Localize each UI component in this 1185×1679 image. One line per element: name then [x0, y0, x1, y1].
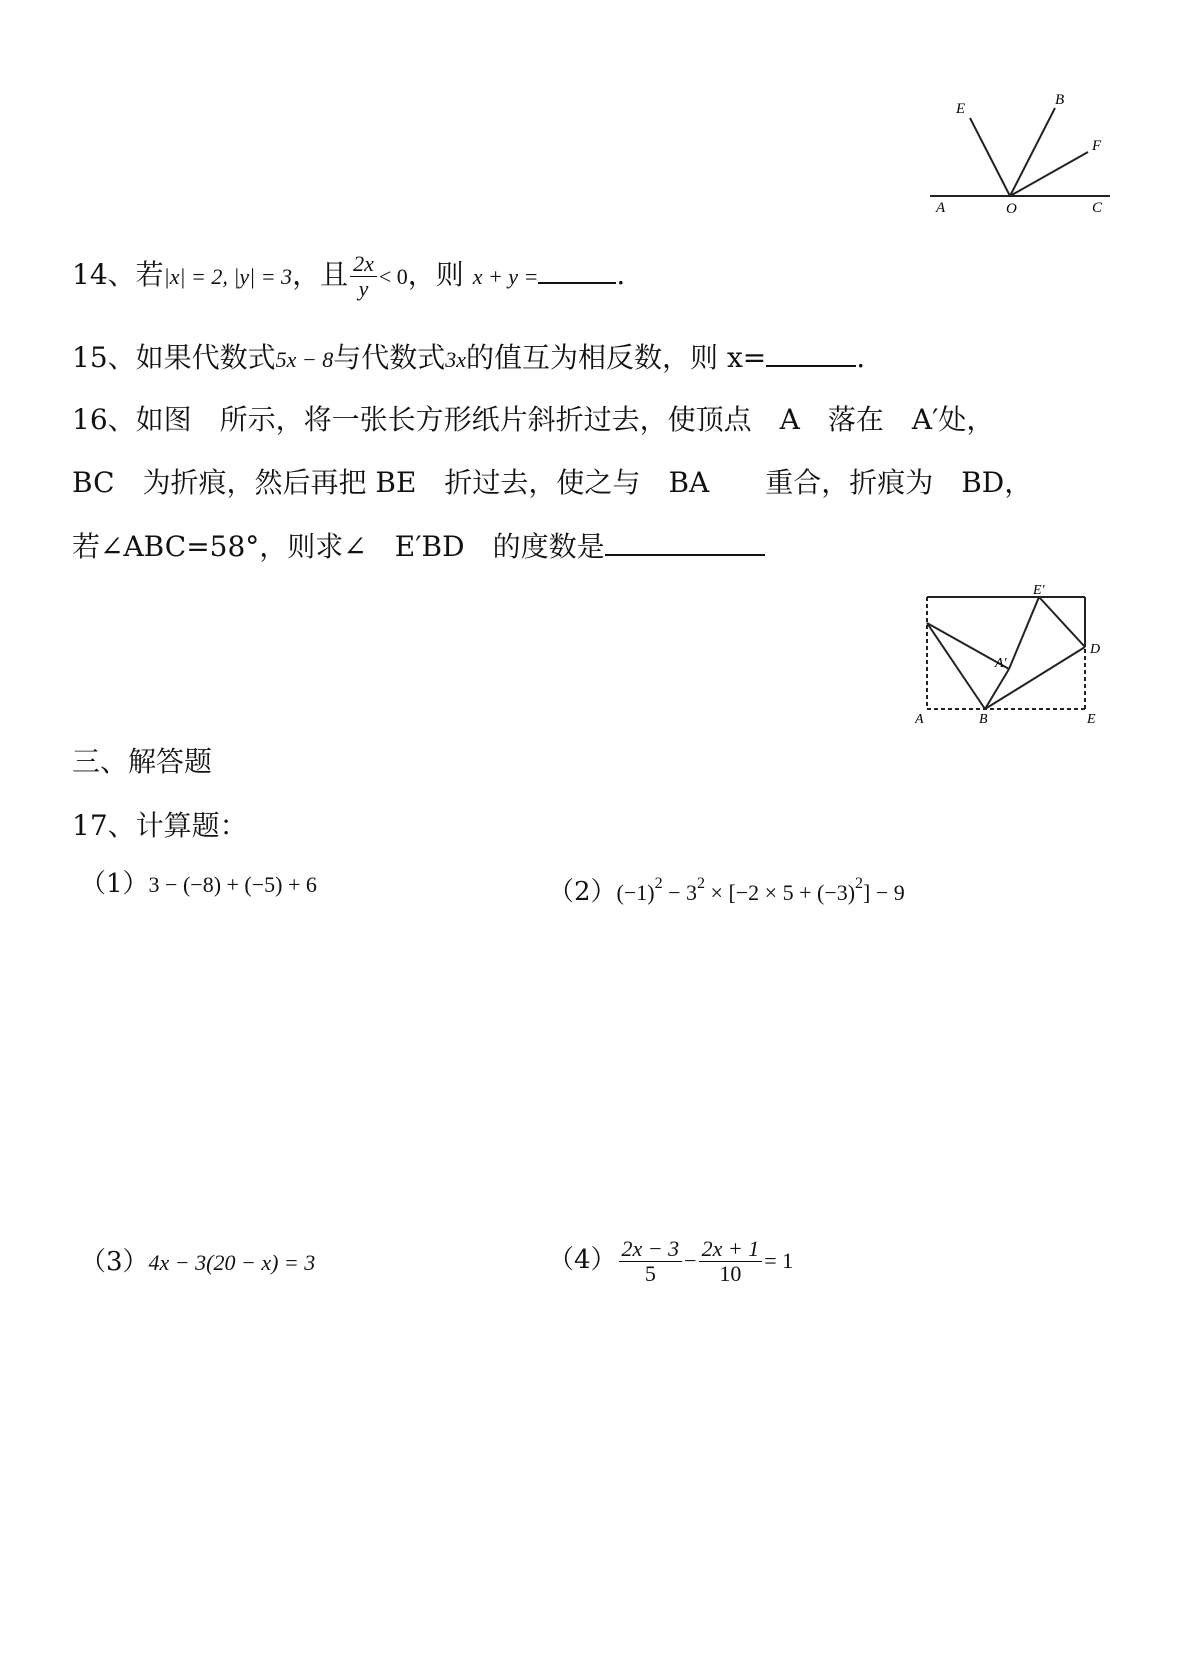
q17-p2-part-c: × [−2 × 5 + (−3): [705, 880, 856, 905]
label-e2: E: [1087, 712, 1096, 725]
q17-p2-exp-b: 2: [697, 875, 706, 892]
q17-p4-fraction-1: [619, 1237, 683, 1286]
q14-sep2: ，则: [407, 258, 464, 291]
q17-p2-exp-c: 2: [855, 875, 864, 892]
question-17-title: [72, 806, 248, 846]
label-a: A: [936, 200, 946, 216]
label-f: F: [1092, 138, 1102, 154]
q17-p2-label: （2）: [548, 877, 617, 907]
question-16-line-2: [72, 463, 1032, 503]
q14-condition-2: < 0: [378, 264, 408, 289]
q17-p4-frac2-num: 2x + 1: [699, 1237, 763, 1262]
q17-p2-exp-a: 2: [654, 875, 663, 892]
question-15: [72, 338, 865, 380]
angle-figure: [930, 88, 1115, 218]
q15-expr1: 5x − 8: [275, 347, 334, 372]
edge-b-aprime: [985, 669, 1009, 709]
q14-fraction: [350, 252, 377, 301]
section-3-title: [72, 742, 212, 782]
q17-p4-minus: −: [684, 1248, 697, 1273]
q14-condition: |x| = 2, |y| = 3: [163, 264, 293, 289]
q17-part-1: [80, 864, 317, 905]
label-e-prime: E′: [1033, 585, 1045, 598]
q14-number: 14、若: [72, 258, 164, 291]
q14-answer-blank[interactable]: [538, 282, 616, 284]
label-a2: A: [915, 712, 924, 725]
q17-p4-frac2-den: 10: [719, 1260, 742, 1286]
q17-p2-part-d: ] − 9: [863, 880, 905, 905]
q15-end: .: [856, 341, 866, 374]
q17-p2-part-a: (−1): [616, 880, 655, 905]
q17-p4-rhs: = 1: [764, 1248, 794, 1273]
label-c: C: [1092, 200, 1103, 216]
q16-text-3: 若∠ABC=58°，则求∠ E′BD 的度数是: [72, 530, 605, 563]
q17-part-4: [548, 1230, 793, 1291]
q16-answer-blank[interactable]: [605, 554, 765, 556]
q17-p2-part-b: − 3: [662, 880, 698, 905]
q15-mid: 与代数式: [333, 341, 446, 374]
label-a-prime: A′: [995, 656, 1007, 671]
q17-p3-label: （3）: [80, 1247, 149, 1277]
q14-frac-den: y: [358, 276, 369, 301]
q14-frac-num: 2x: [350, 252, 377, 277]
label-e: E: [956, 101, 966, 117]
q17-p4-frac1-num: 2x − 3: [619, 1237, 683, 1262]
question-16-line-3: [72, 527, 765, 567]
q16-text-1: 16、如图 所示，将一张长方形纸片斜折过去，使顶点 A 落在 A′处，: [72, 403, 995, 436]
q17-p2-expression: [616, 875, 905, 905]
q17-title-text: 17、计算题：: [72, 809, 248, 842]
q16-text-2: BC 为折痕，然后再把 BE 折过去，使之与 BA 重合，折痕为 BD，: [72, 466, 1033, 499]
crease-bc: [927, 623, 985, 709]
label-b: B: [1055, 92, 1065, 108]
q14-expression: x + y =: [472, 264, 539, 289]
q14-sep1: ，且: [292, 258, 349, 291]
q15-answer-blank[interactable]: [766, 365, 856, 367]
question-16-line-1: [72, 400, 994, 440]
edge-aprime-eprime: [1009, 597, 1039, 669]
q17-p1-expression: 3 − (−8) + (−5) + 6: [148, 872, 317, 897]
fold-figure: [915, 585, 1115, 725]
q17-part-2: [548, 864, 905, 913]
q17-p4-label: （4）: [548, 1245, 617, 1275]
q15-number: 15、如果代数式: [72, 341, 276, 374]
q17-p4-fraction-2: [699, 1237, 763, 1286]
label-o: O: [1006, 201, 1017, 217]
q17-p3-expression: 4x − 3(20 − x) = 3: [148, 1250, 316, 1275]
edge-eprime-d: [1039, 597, 1085, 647]
q15-expr2: 3x: [445, 347, 467, 372]
label-d: D: [1090, 642, 1101, 657]
q17-part-3: [80, 1242, 315, 1283]
label-b2: B: [979, 712, 988, 725]
q17-p4-frac1-den: 5: [644, 1260, 656, 1286]
q14-end: .: [616, 258, 626, 291]
question-14: [72, 252, 625, 301]
section-3-title-text: 三、解答题: [72, 745, 213, 778]
q17-p1-label: （1）: [80, 869, 149, 899]
q15-tail: 的值互为相反数，则 x=: [466, 341, 767, 374]
ray-oe: [970, 118, 1010, 196]
